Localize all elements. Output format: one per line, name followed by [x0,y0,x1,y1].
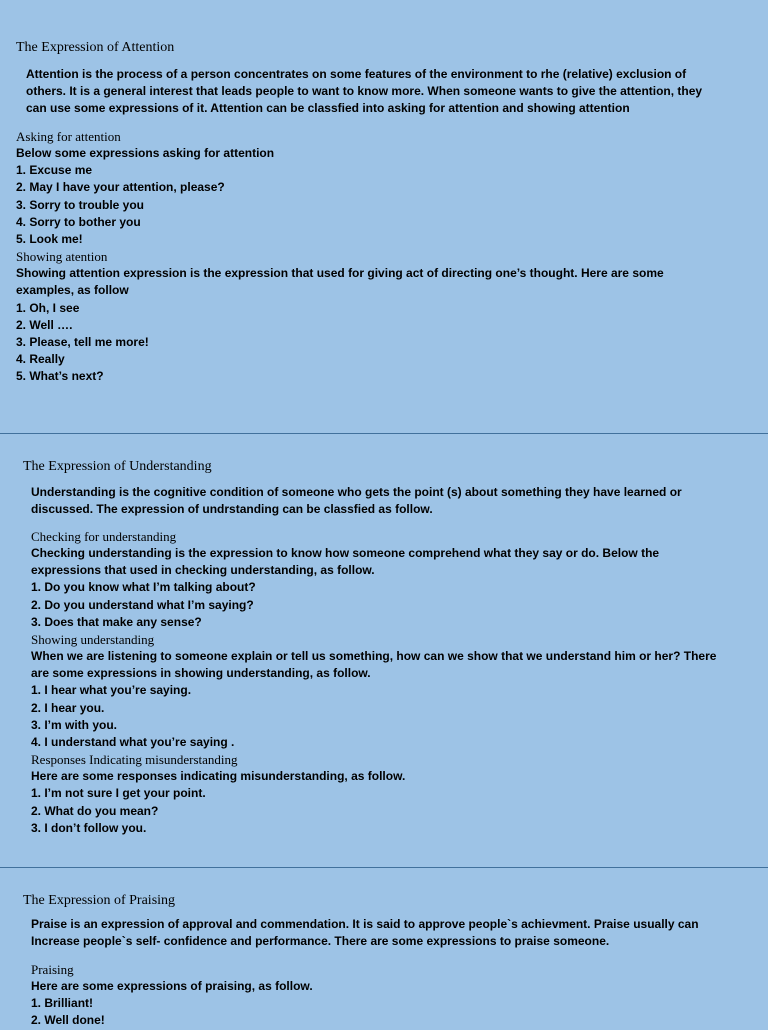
list-item: 2. Do you understand what I’m saying? [31,597,254,612]
praising-body [31,961,711,1030]
attention-panel [0,0,768,433]
list-item: 2. I hear you. [31,700,105,715]
understanding-intro: Understanding is the cognitive condition of someone who gets the point (s) about something they have learned or discussed. The expression of undrstanding can be classfied as follow. [31,485,682,516]
understanding-body [31,528,717,837]
list-item: 3. I’m with you. [31,717,118,732]
list-item: 2. What do you mean? [31,803,159,818]
showing-attention-heading: Showing atention [16,249,108,265]
understanding-title: The Expression of Understanding [23,459,212,474]
list-item: 3. Does that make any sense? [31,614,202,629]
list-item: 4. Really [16,352,65,367]
list-item: 3. I don’t follow you. [31,820,147,835]
list-item: 1. I’m not sure I get your point. [31,786,206,801]
misunderstanding-desc: Here are some responses indicating misunderstanding, as follow. [31,769,406,784]
list-item: 2. May I have your attention, please? [16,180,225,195]
list-item: 1. Excuse me [16,163,93,178]
list-item: 5. Look me! [16,232,83,247]
showing-attention-desc: Showing attention expression is the expression that used for giving act of directing one’s thought. Here are some examples, as follow [16,266,664,298]
praising-desc: Here are some expressions of praising, as follow. [31,979,313,993]
misunderstanding-heading: Responses Indicating misunderstanding [31,752,238,768]
checking-understanding-heading: Checking for understanding [31,529,177,544]
list-item: 1. Do you know what I’m talking about? [31,580,256,595]
list-item: 3. Please, tell me more! [16,335,149,350]
praising-heading: Praising [31,962,74,977]
checking-understanding-desc: Checking understanding is the expression to know how someone comprehend what they say or do. Below the expressions that used in checking understanding, as follow. [31,546,660,578]
asking-attention-desc: Below some expressions asking for attention [16,146,275,160]
list-item: 1. Brilliant! [31,996,94,1011]
attention-body [16,128,716,386]
list-item: 3. Sorry to trouble you [16,197,145,212]
asking-attention-heading: Asking for attention [16,129,121,144]
attention-intro: Attention is the process of a person concentrates on some features of the environment to rhe (relative) exclusion of others. It is a general interest that leads people to want to know more. When someone wants to give the attention, they can use some expressions of it. Attention can be classfied into asking for attention and showing attention [26,67,703,115]
attention-title: The Expression of Attention [16,40,175,55]
showing-understanding-heading: Showing understanding [31,632,155,648]
showing-understanding-desc: When we are listening to someone explain or tell us something, how can we show that we understand him or her? There are some expressions in showing understanding, as follow. [31,649,717,681]
list-item: 1. Oh, I see [16,300,80,315]
list-item: 4. I understand what you’re saying . [31,735,235,750]
list-item: 4. Sorry to bother you [16,214,141,229]
list-item: 1. I hear what you’re saying. [31,683,192,698]
list-item: 2. Well …. [16,317,73,332]
praising-intro: Praise is an expression of approval and commendation. It is said to approve people`s achievment. Praise usually can Increase people`s self- confidence and performance. There are some expressions to praise someone. [31,917,699,948]
praising-panel [0,867,768,1028]
praising-title: The Expression of Praising [23,893,176,908]
list-item: 5. What’s next? [16,369,104,384]
understanding-panel [0,433,768,867]
list-item: 2. Well done! [31,1013,105,1028]
